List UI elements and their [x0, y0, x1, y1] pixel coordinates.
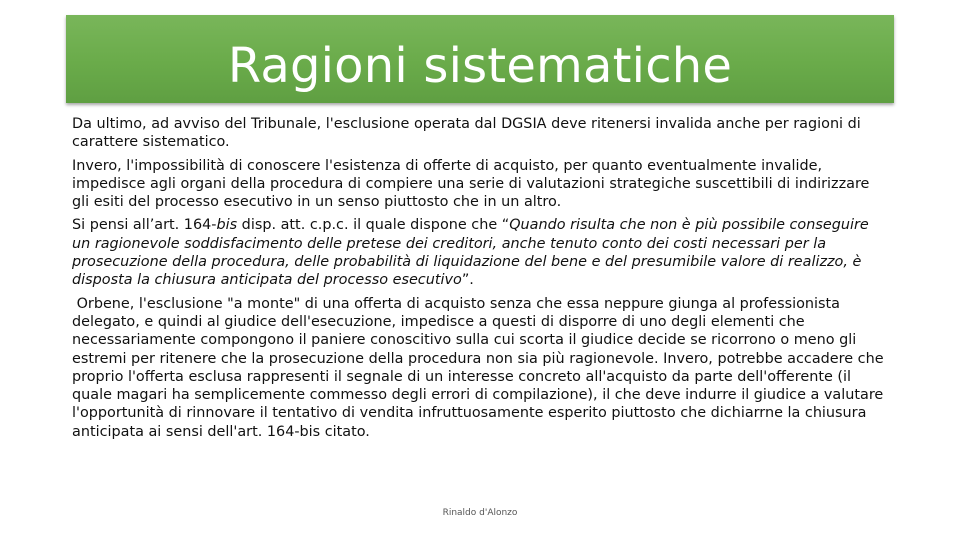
- footer-author: Rinaldo d'Alonzo: [442, 508, 518, 518]
- paragraph-3-middle: disp. att. c.p.c. il quale dispone che “: [237, 217, 510, 234]
- slide-body: [72, 115, 888, 446]
- paragraph-3-quote: Quando risulta che non è più possibile conseguire un ragionevole soddisfacimento delle pretese dei creditori, anche tenuto conto dei costi necessari per la prosecuzione della procedura, delle probabilità di liquidazione del bene e del presumibile valore di realizzo, è disposta la chiusura anticipata del processo esecutivo: [72, 217, 869, 289]
- paragraph-3-bis: bis: [216, 217, 238, 234]
- slide-title: Ragioni sistematiche: [227, 38, 733, 94]
- paragraph-2: Invero, l'impossibilità di conoscere l'esistenza di offerte di acquisto, per quanto eventualmente invalide, impedisce agli organi della procedura di compiere una serie di valutazioni strategiche suscettibili di indirizzare gli esiti del processo esecutivo in un senso piuttosto che in un altro.: [72, 157, 870, 211]
- paragraph-3-end: ”.: [461, 272, 474, 289]
- paragraph-4: Orbene, l'esclusione "a monte" di una offerta di acquisto senza che essa neppure giunga al professionista delegato, e quindi al giudice dell'esecuzione, impedisce a questi di disporre di uno degli elementi che necessariamente compongono il paniere conoscitivo sulla cui scorta il giudice decide se ricorrono o meno gli estremi per ritenere che la prosecuzione della procedura non sia più ragionevole. Invero, potrebbe accadere che proprio l'offerta esclusa rappresenti il segnale di un interesse concreto all'acquisto da parte dell'offerente (il quale magari ha semplicemente commesso degli errori di compilazione), il che deve indurre il giudice a valutare l'opportunità di rinnovare il tentativo di vendita infruttuosamente esperito piuttosto che dichiarrne la chiusura anticipata ai sensi dell'art. 164-bis citato.: [72, 295, 889, 440]
- paragraph-3-intro: Si pensi all’art. 164-: [72, 217, 217, 234]
- paragraph-1: Da ultimo, ad avviso del Tribunale, l'esclusione operata dal DGSIA deve ritenersi invalida anche per ragioni di carattere sistematico.: [72, 116, 861, 151]
- paragraph-3: [72, 216, 888, 289]
- title-bar: [66, 15, 894, 103]
